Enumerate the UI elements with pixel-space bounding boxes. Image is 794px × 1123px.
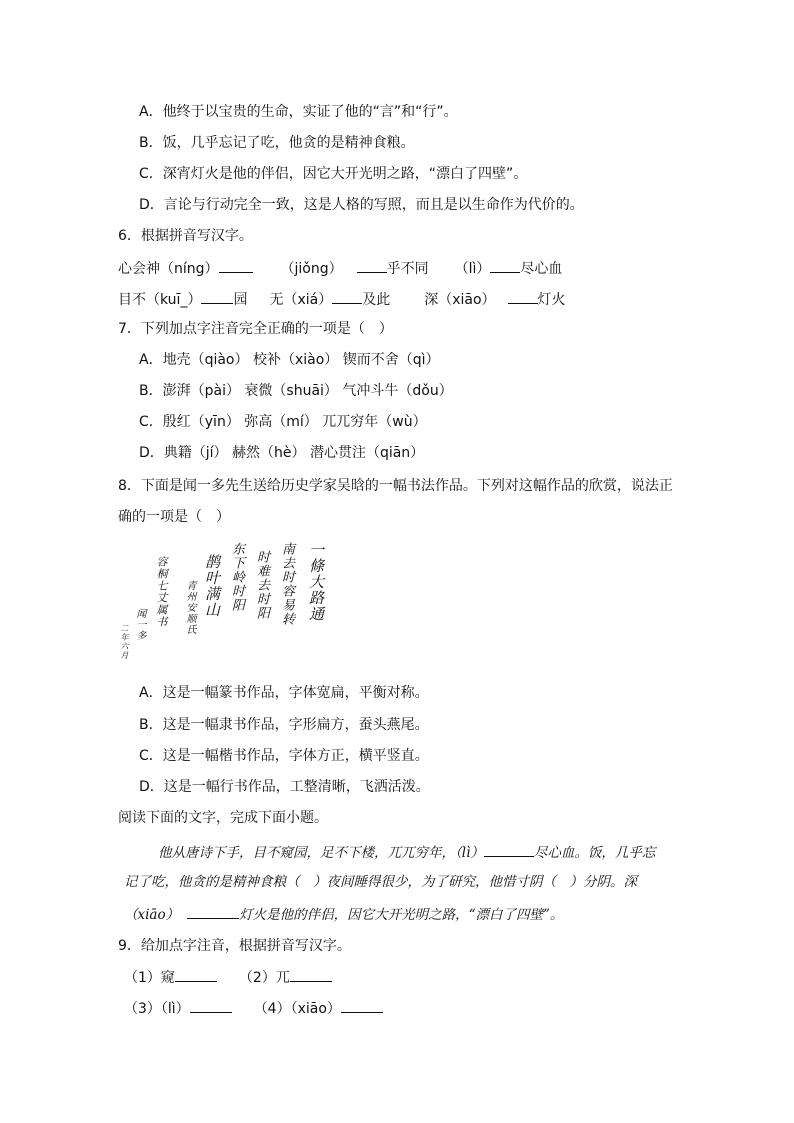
- q8-option-c: C．这是一幅楷书作品，字体方正，横平竖直。: [139, 748, 429, 764]
- q8-option-b: B．这是一幅隶书作品，字形扁方，蚕头燕尾。: [139, 717, 429, 733]
- q5-option-c: C．深宵灯火是他的伴侣，因它大开光明之路，“漂白了四壁”。: [139, 166, 528, 182]
- answer-blank[interactable]: [219, 257, 253, 273]
- q6-title: 6．根据拼音写汉字。: [118, 228, 253, 244]
- answer-blank[interactable]: [484, 841, 534, 857]
- q5-option-a: A．他终于以宝贵的生命，实证了他的“言”和“行”。: [139, 104, 458, 120]
- calligraphy-column: 鹊叶满山: [203, 554, 221, 618]
- q6-row-2: [118, 288, 566, 310]
- q7-option-d: D．典籍（jí） 赫然（hè） 潜心贯注（qiān）: [139, 445, 425, 461]
- answer-blank[interactable]: [175, 966, 217, 982]
- calligraphy-image: [118, 542, 332, 670]
- answer-blank[interactable]: [290, 966, 332, 982]
- q7-option-c: C．殷红（yīn） 弥高（mí） 兀兀穷年（wù）: [139, 414, 427, 430]
- q5-option-b: B．饭，几乎忘记了吃，他贪的是精神食粮。: [139, 135, 415, 151]
- q7-title: 7．下列加点字注音完全正确的一项是（ ）: [118, 321, 393, 337]
- calligraphy-column: 一條大路通: [307, 542, 325, 622]
- q9-title: 9．给加点字注音，根据拼音写汉字。: [118, 938, 351, 954]
- q7-option-a: A．地壳（qiào） 校补（xiào） 锲而不舍（qì）: [139, 352, 440, 368]
- answer-blank[interactable]: [508, 288, 538, 304]
- passage-line-3: [124, 903, 563, 925]
- answer-blank[interactable]: [357, 257, 387, 273]
- calligraphy-column: 青州安顺氏: [184, 580, 195, 635]
- q8-title-line-2: 确的一项是（ ）: [118, 509, 230, 525]
- answer-blank[interactable]: [187, 903, 239, 919]
- q6-row1-d: （lì）: [454, 261, 491, 277]
- q8-option-a: A．这是一幅篆书作品，字体宽扁，平衡对称。: [139, 685, 429, 701]
- q7-option-b: B．澎湃（pài） 衰微（shuāi） 气冲斗牛（dǒu）: [139, 383, 453, 399]
- q6-row2-d: 及此: [362, 292, 391, 308]
- answer-blank[interactable]: [332, 288, 362, 304]
- calligraphy-column: 闻一多: [134, 608, 145, 641]
- q6-row2-e: 深（xiāo）: [424, 292, 496, 308]
- q9-item-2: （2）兀: [238, 970, 290, 986]
- q5-option-d: D．言论与行动完全一致，这是人格的写照，而且是以生命作为代价的。: [139, 197, 584, 213]
- q9-row-2: [124, 997, 383, 1019]
- passage-text: （xiāo）: [124, 907, 180, 923]
- q6-row2-b: 园: [233, 292, 248, 308]
- passage-text: 他从唐诗下手，目不窥园，足不下楼，兀兀穷年，（lì）: [158, 845, 484, 861]
- q9-row-1: [124, 966, 332, 988]
- answer-blank[interactable]: [341, 997, 383, 1013]
- calligraphy-column: 东下岭时阳: [229, 542, 244, 612]
- q6-row1-a: 心会神（níng）: [118, 261, 219, 277]
- calligraphy-column: 南去时容易转: [279, 542, 294, 626]
- q9-item-3: （3）（lì）: [124, 1001, 190, 1017]
- calligraphy-column: 时难去时阳: [254, 550, 269, 620]
- q6-row1-b: （jiǒng）: [280, 261, 343, 277]
- q6-row2-f: 灯火: [537, 292, 566, 308]
- q6-row-1: [118, 257, 562, 279]
- passage-text: 尽心血。饭，几乎忘: [533, 845, 656, 861]
- q9-item-4: （4）（xiāo）: [253, 1001, 341, 1017]
- q6-row2-c: 无（xiá）: [269, 292, 333, 308]
- q8-option-d: D．这是一幅行书作品，工整清晰，飞洒活泼。: [139, 779, 430, 795]
- answer-blank[interactable]: [490, 257, 520, 273]
- calligraphy-column: 二年六月: [120, 624, 129, 660]
- passage-text: 灯火是他的伴侣，因它大开光明之路，“漂白了四壁”。: [239, 907, 564, 923]
- q8-title-line-1: 8．下面是闻一多先生送给历史学家吴晗的一幅书法作品。下列对这幅作品的欣赏，说法正: [118, 478, 673, 494]
- answer-blank[interactable]: [190, 997, 232, 1013]
- reading-intro: 阅读下面的文字，完成下面小题。: [118, 810, 328, 826]
- passage-line-2: 记了吃，他贪的是精神食粮（ ）夜间睡得很少，为了研究，他惜寸阴（ ）分阴。深: [124, 874, 637, 890]
- q6-row2-a: 目不（kuī_）: [118, 292, 202, 308]
- q6-row1-c: 乎不同: [386, 261, 429, 277]
- q6-row1-e: 尽心血: [520, 261, 563, 277]
- calligraphy-column: 容桐七丈属书: [155, 556, 168, 628]
- q9-item-1: （1）窥: [124, 970, 175, 986]
- answer-blank[interactable]: [201, 288, 233, 304]
- passage-line-1: [158, 841, 655, 863]
